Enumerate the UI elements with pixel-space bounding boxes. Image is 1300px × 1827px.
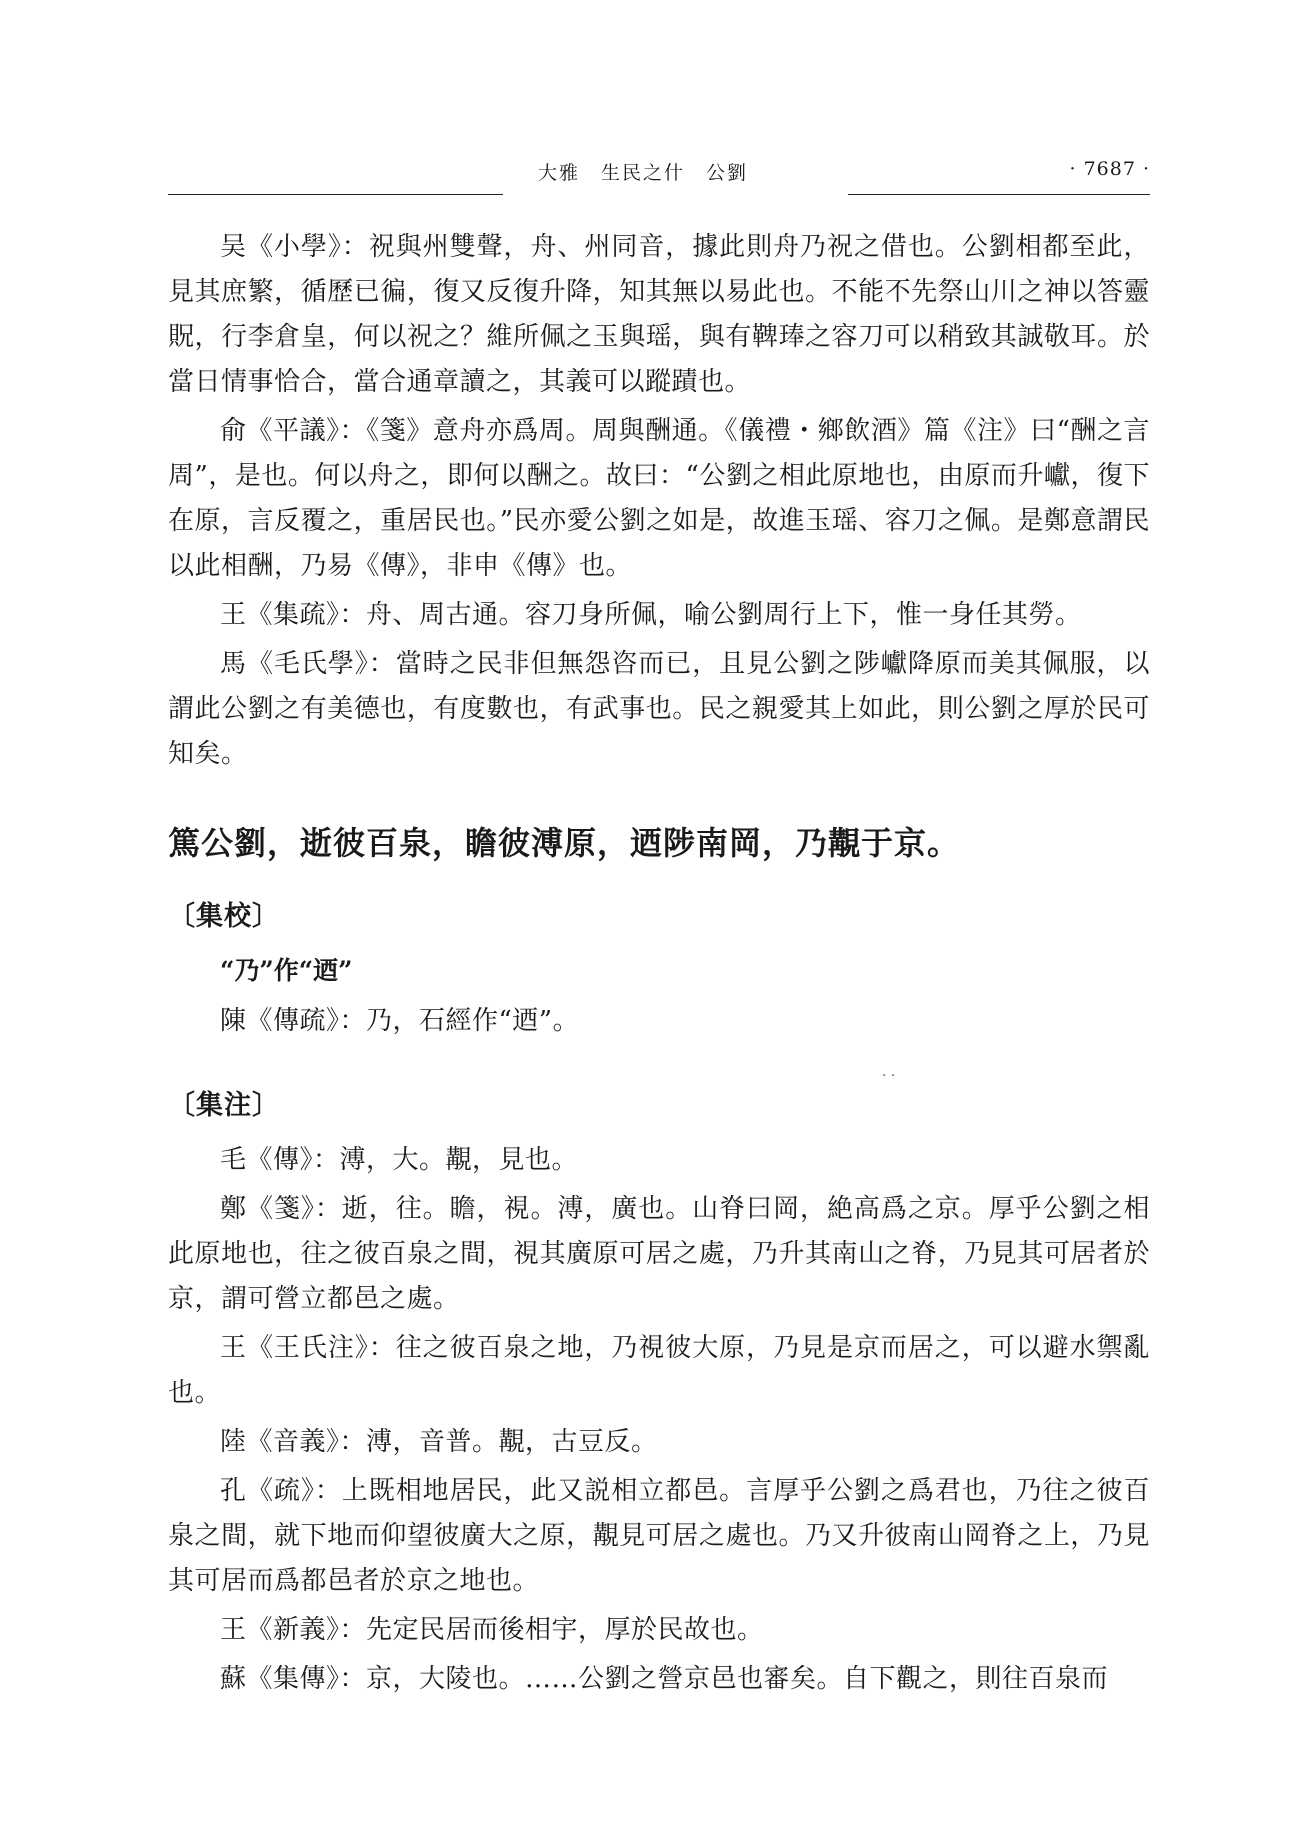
header-rule-right	[848, 194, 1150, 195]
annotation-paragraph: 鄭《箋》：逝，往。瞻，視。溥，廣也。山脊曰岡，絶高爲之京。厚乎公劉之相此原地也，往之彼百泉之間，視其廣原可居之處，乃升其南山之脊，乃見其可居者於京，謂可營立都邑之處。	[168, 1194, 1150, 1314]
section-heading-jijiao: 〔集校〕	[168, 901, 280, 932]
collation-paragraph: 陳《傳疏》：乃，石經作“迺”。	[220, 1006, 580, 1036]
annotation-paragraph: 蘇《集傳》：京，大陵也。……公劉之營京邑也審矣。自下觀之，則往百泉而	[220, 1664, 1109, 1694]
verse-line: 篤公劉，逝彼百泉，瞻彼溥原，迺陟南岡，乃覯于京。	[168, 824, 961, 862]
header-rule-left	[168, 194, 503, 195]
running-header	[168, 158, 1150, 202]
annotation-paragraph: 孔《疏》：上既相地居民，此又説相立都邑。言厚乎公劉之爲君也，乃往之彼百泉之間，就下地而仰望彼廣大之原，覯見可居之處也。乃又升彼南山岡脊之上，乃見其可居而爲都邑者於京之地也。	[168, 1476, 1150, 1596]
commentary-paragraph: 俞《平議》：《箋》意舟亦爲周。周與酬通。《儀禮・鄉飲酒》篇《注》曰“酬之言周”，是也。何以舟之，即何以酬之。故曰：“公劉之相此原地也，由原而升巘，復下在原，言反覆之，重居民也。”民亦愛公劉之如是，故進玉瑶、容刀之佩。是鄭意謂民以此相酬，乃易《傳》，非申《傳》也。	[168, 416, 1150, 581]
annotation-paragraph: 毛《傳》：溥，大。覯，見也。	[220, 1145, 579, 1175]
commentary-paragraph: 王《集疏》：舟、周古通。容刀身所佩，喻公劉周行上下，惟一身任其勞。	[220, 600, 1082, 630]
commentary-paragraph: 吴《小學》：祝與州雙聲，舟、州同音，據此則舟乃祝之借也。公劉相都至此，見其庶繁，循歷已徧，復又反復升降，知其無以易此也。不能不先祭山川之神以答靈貺，行李倉皇，何以祝之？維所佩之玉與瑶，與有鞞琫之容刀可以稍致其誠敬耳。於當日情事恰合，當合通章讀之，其義可以蹤蹟也。	[168, 232, 1150, 397]
page-body	[168, 225, 1150, 1706]
commentary-paragraph: 馬《毛氏學》：當時之民非但無怨咨而已，且見公劉之陟巘降原而美其佩服，以謂此公劉之有美德也，有度數也，有武事也。民之親愛其上如此，則公劉之厚於民可知矣。	[168, 649, 1150, 769]
annotation-paragraph: 王《王氏注》：往之彼百泉之地，乃視彼大原，乃見是京而居之，可以避水禦亂也。	[168, 1333, 1150, 1408]
section-heading-jizhu: 〔集注〕	[168, 1090, 280, 1121]
annotation-paragraph: 陸《音義》：溥，音普。覯，古豆反。	[220, 1427, 658, 1457]
header-title: 大雅 生民之什 公劉	[538, 162, 749, 184]
annotation-paragraph: 王《新義》：先定民居而後相宇，厚於民故也。	[220, 1615, 764, 1645]
stray-print-mark: · ·	[882, 1068, 896, 1084]
collation-subheading: “乃”作“迺”	[220, 956, 353, 985]
page-number: · 7687 ·	[1069, 158, 1150, 180]
